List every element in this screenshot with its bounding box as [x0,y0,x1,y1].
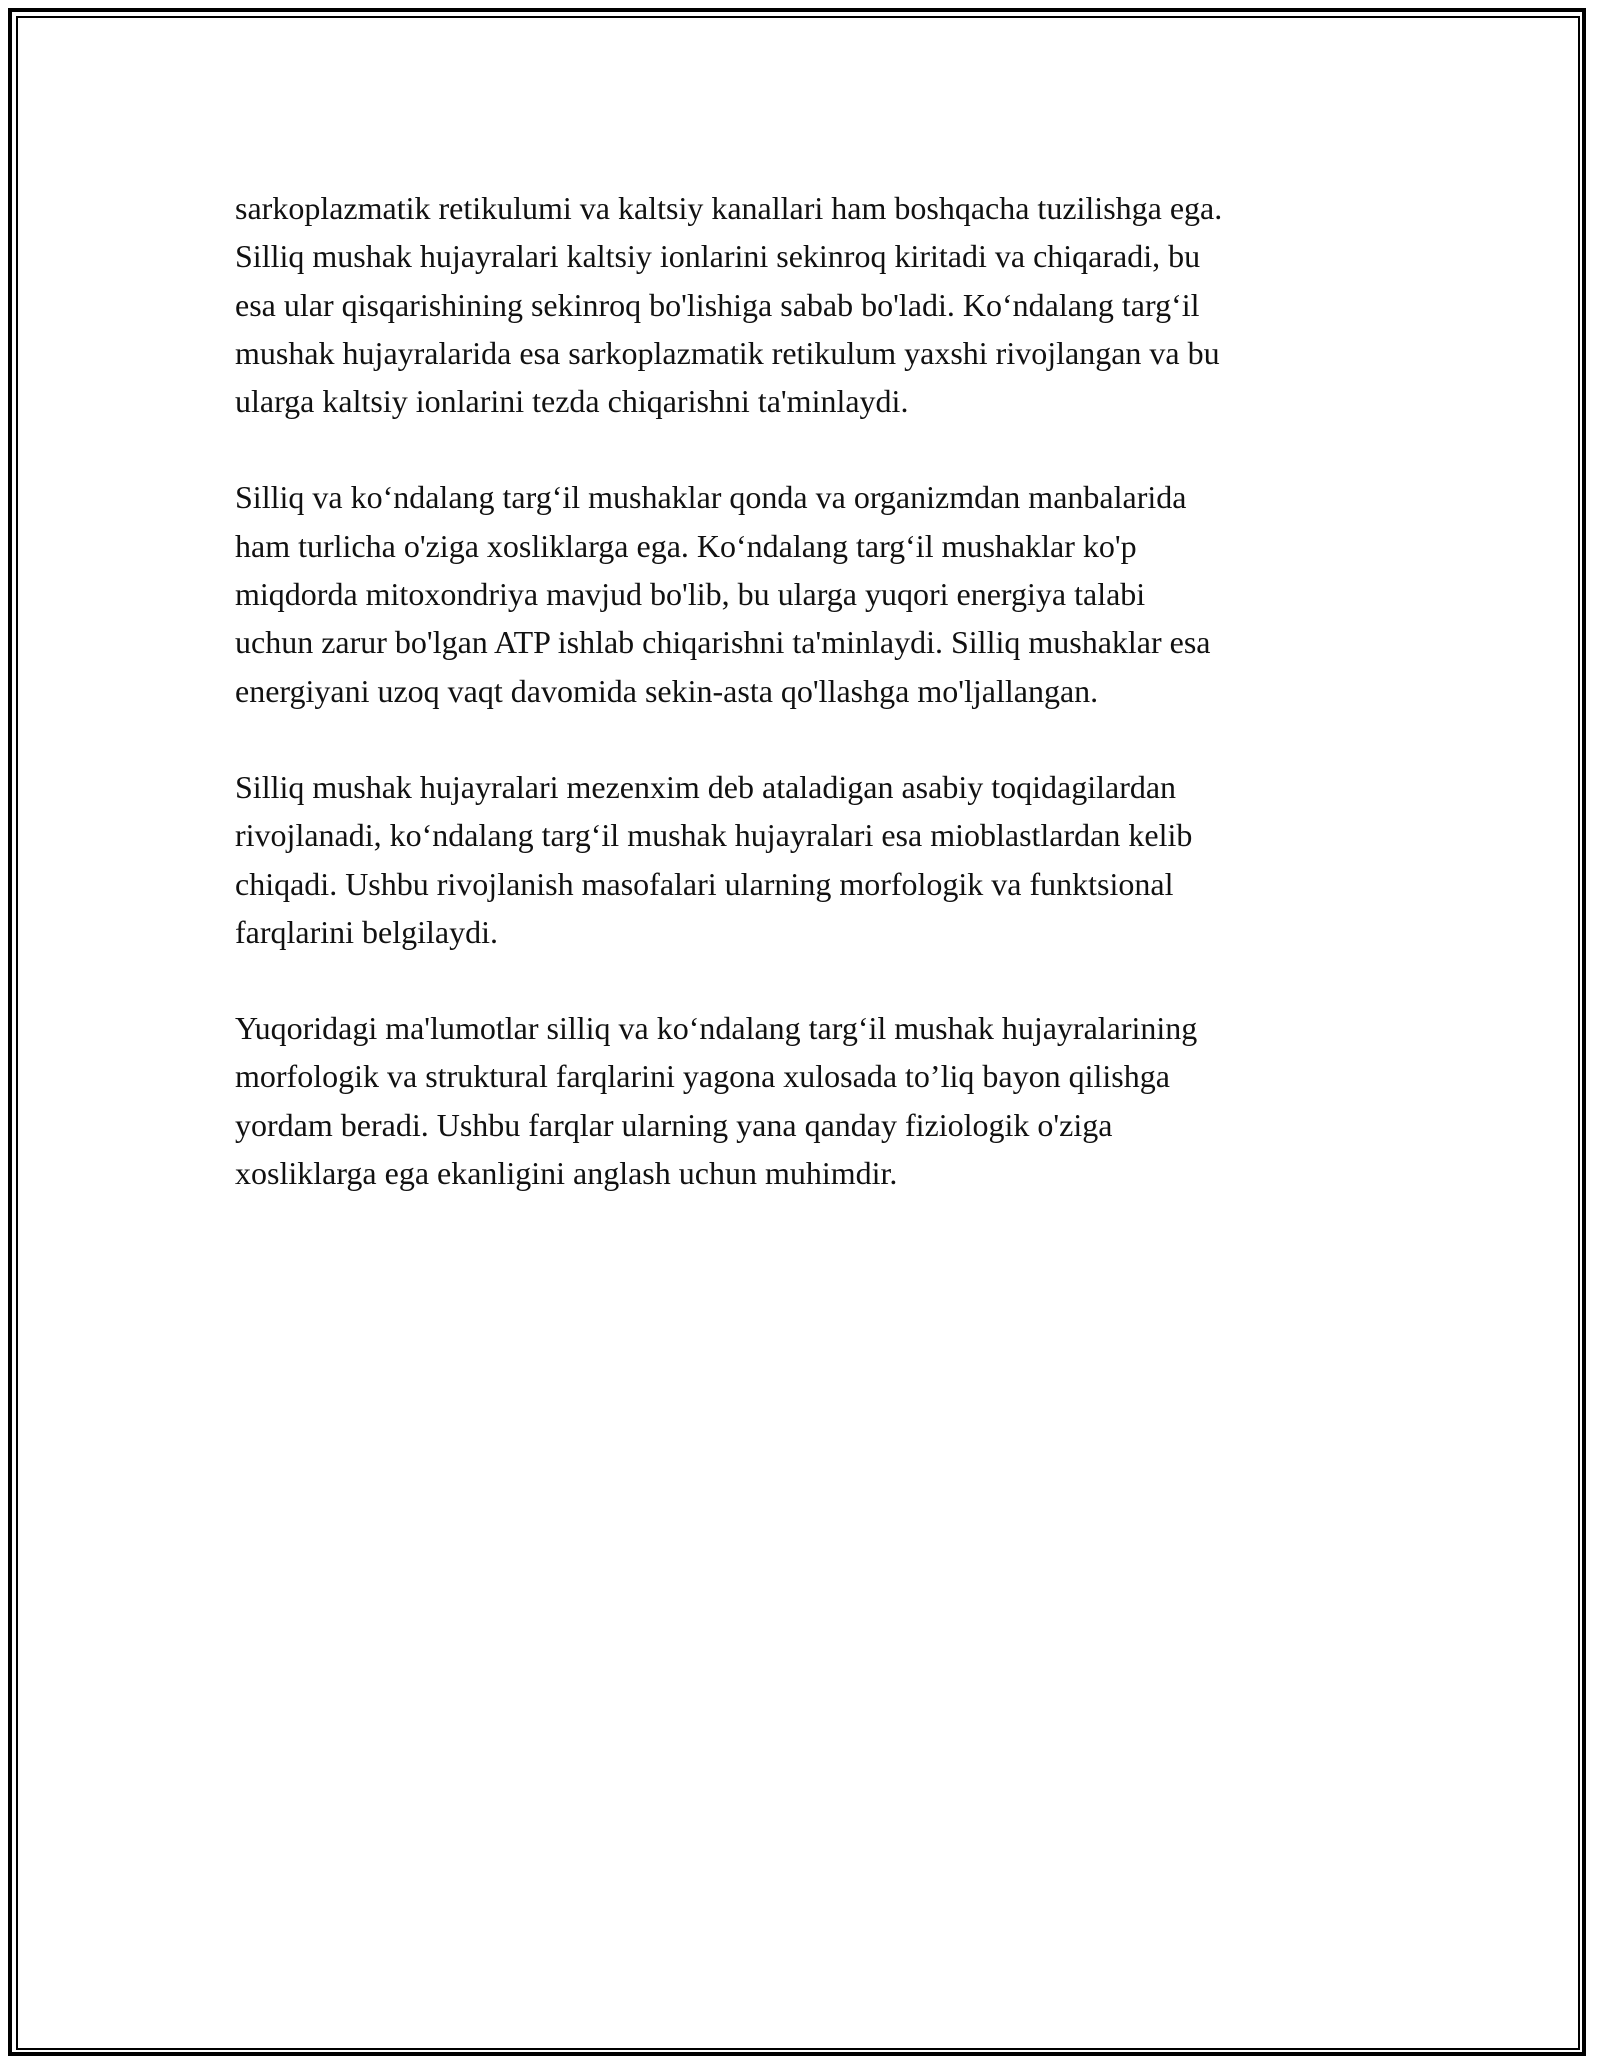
paragraph-2: Silliq va ko‘ndalang targ‘il mushaklar qonda va organizmdan manbalarida ham turlicha o'ziga xosliklarga ega. Ko‘ndalang targ‘il mushaklar ko'p miqdorda mitoxondriya mavjud bo'lib, bu ularga yuqori energiya talabi uchun zarur bo'lgan ATP ishlab chiqarishni ta'minlaydi. Silliq mushaklar esa energiyani uzoq vaqt davomida sekin-asta qo'llashga mo'ljallangan. [235,479,1211,709]
paragraph-1: sarkoplazmatik retikulumi va kaltsiy kanallari ham boshqacha tuzilishga ega. Silliq mushak hujayralari kaltsiy ionlarini sekinroq kiritadi va chiqaradi, bu esa ular qisqarishining sekinroq bo'lishiga sabab bo'ladi. Ko‘ndalang targ‘il mushak hujayralarida esa sarkoplazmatik retikulum yaxshi rivojlangan va bu ularga kaltsiy ionlarini tezda chiqarishni ta'minlaydi. [235,190,1223,420]
paragraph-4: Yuqoridagi ma'lumotlar silliq va ko‘ndalang targ‘il mushak hujayralarining morfologik va struktural farqlarini yagona xulosada to’liq bayon qilishga yordam beradi. Ushbu farqlar ularning yana qanday fiziologik o'ziga xosliklarga ega ekanligini anglash uchun muhimdir. [235,1010,1198,1192]
document-body [235,184,1385,1245]
paragraph-3: Silliq mushak hujayralari mezenxim deb ataladigan asabiy toqidagilardan rivojlanadi, ko‘ndalang targ‘il mushak hujayralari esa mioblastlardan kelib chiqadi. Ushbu rivojlanish masofalari ularning morfologik va funktsional farqlarini belgilaydi. [235,768,1193,950]
